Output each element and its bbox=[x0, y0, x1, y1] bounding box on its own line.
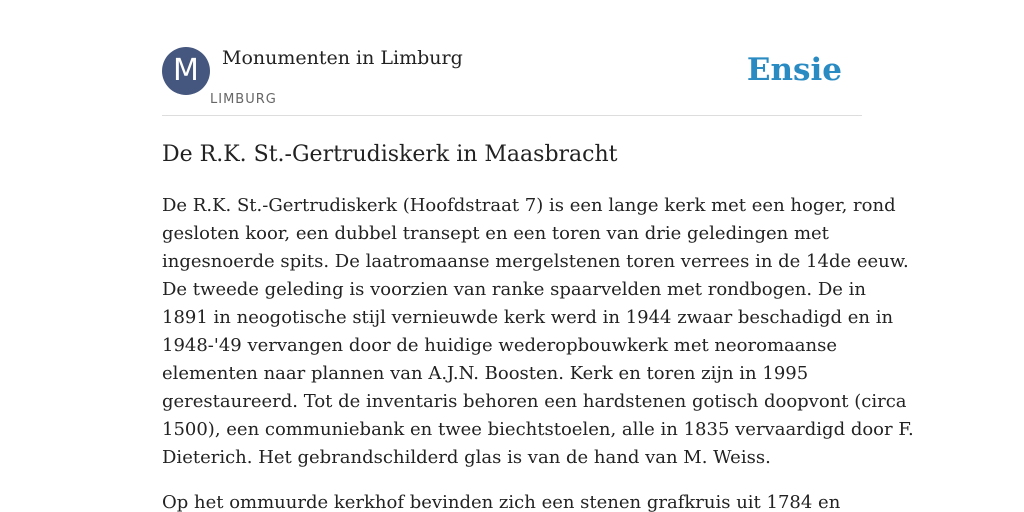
paragraph-line: 1500), een communiebank en twee biechtstoelen, alle in 1835 vervaardigd door F. bbox=[162, 419, 914, 440]
source-category-link[interactable]: LIMBURG bbox=[210, 92, 277, 107]
article-paragraph-1 bbox=[162, 192, 914, 472]
paragraph-line: gesloten koor, een dubbel transept en een toren van drie geledingen met bbox=[162, 223, 829, 244]
paragraph-line: Op het ommuurde kerkhof bevinden zich een stenen grafkruis uit 1784 en bbox=[162, 492, 841, 512]
paragraph-line: ingesnoerde spits. De laatromaanse mergelstenen toren verrees in de 14de eeuw. bbox=[162, 251, 909, 272]
article-title: De R.K. St.-Gertrudiskerk in Maasbracht bbox=[162, 142, 618, 167]
article-body bbox=[162, 192, 914, 512]
paragraph-line: Dieterich. Het gebrandschilderd glas is van de hand van M. Weiss. bbox=[162, 447, 771, 468]
paragraph-line: De R.K. St.-Gertrudiskerk (Hoofdstraat 7) is een lange kerk met een hoger, rond bbox=[162, 195, 896, 216]
paragraph-line: 1948-'49 vervangen door de huidige wederopbouwkerk met neoromaanse bbox=[162, 335, 837, 356]
source-avatar[interactable]: M bbox=[162, 47, 210, 95]
ensie-logo[interactable]: Ensie bbox=[746, 52, 842, 88]
paragraph-line: gerestaureerd. Tot de inventaris behoren een hardstenen gotisch doopvont (circa bbox=[162, 391, 907, 412]
paragraph-line: elementen naar plannen van A.J.N. Boosten. Kerk en toren zijn in 1995 bbox=[162, 363, 809, 384]
paragraph-line: De tweede geleding is voorzien van ranke spaarvelden met rondbogen. De in bbox=[162, 279, 866, 300]
article-paragraph-2 bbox=[162, 489, 862, 512]
source-title-link[interactable]: Monumenten in Limburg bbox=[222, 47, 463, 69]
paragraph-line: 1891 in neogotische stijl vernieuwde kerk werd in 1944 zwaar beschadigd en in bbox=[162, 307, 894, 328]
header-divider bbox=[162, 115, 862, 116]
